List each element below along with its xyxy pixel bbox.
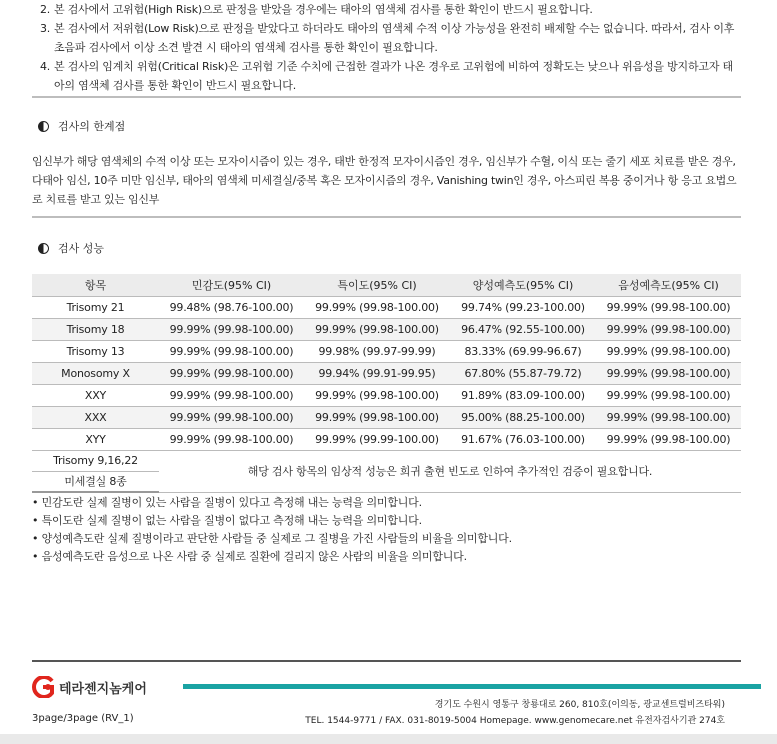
table-cell: Trisomy 13	[32, 340, 159, 362]
table-cell: 95.00% (88.25-100.00)	[450, 406, 596, 428]
note-item	[40, 0, 740, 19]
table-cell: 99.99% (99.98-100.00)	[159, 406, 304, 428]
note-text: 본 검사에서 저위험(Low Risk)으로 판정을 받았다고 하더라도 태아의 염색체 수적 이상 가능성을 완전히 배제할 수는 없습니다. 따라서, 검사 이후 초음파 검사에서 이상 소견 발견 시 태아의 염색체 검사를 통한 확인이 필요합니다.	[54, 22, 735, 54]
definitions-list	[32, 494, 512, 566]
table-cell: 99.99% (99.98-100.00)	[159, 318, 304, 340]
note-number: 2.	[40, 3, 51, 16]
table-cell: 99.99% (99.98-100.00)	[596, 296, 741, 318]
table-cell: Trisomy 9,16,22	[32, 450, 159, 471]
table-cell: 99.99% (99.98-100.00)	[159, 340, 304, 362]
table-cell: 미세결실 8종	[32, 471, 159, 492]
table-cell: 99.98% (99.97-99.99)	[304, 340, 450, 362]
bottom-band	[0, 734, 777, 744]
table-row	[32, 428, 741, 450]
limits-section-title	[38, 118, 125, 134]
table-cell: XYY	[32, 428, 159, 450]
table-cell: 96.47% (92.55-100.00)	[450, 318, 596, 340]
table-cell: 99.48% (98.76-100.00)	[159, 296, 304, 318]
company-logo	[28, 676, 147, 698]
definition-item: • 특이도란 실제 질병이 없는 사람을 질병이 없다고 측정해 내는 능력을 의미합니다.	[32, 514, 422, 527]
table-cell: 99.94% (99.91-99.95)	[304, 362, 450, 384]
table-cell: 99.99% (99.98-100.00)	[304, 406, 450, 428]
table-cell: 99.99% (99.98-100.00)	[596, 318, 741, 340]
table-cell: 91.89% (83.09-100.00)	[450, 384, 596, 406]
table-cell: 91.67% (76.03-100.00)	[450, 428, 596, 450]
table-header-cell: 특이도(95% CI)	[304, 274, 450, 296]
table-cell: 99.99% (99.98-100.00)	[596, 340, 741, 362]
table-cell: 99.99% (99.98-100.00)	[304, 318, 450, 340]
note-text: 본 검사에서 고위험(High Risk)으로 판정을 받았을 경우에는 태아의 염색체 검사를 통한 확인이 반드시 필요합니다.	[54, 3, 593, 16]
half-circle-icon	[38, 243, 49, 254]
table-cell: Trisomy 21	[32, 296, 159, 318]
section-divider	[32, 96, 741, 98]
table-header-row	[32, 274, 741, 296]
company-contact: TEL. 1544-9771 / FAX. 031-8019-5004 Homepage. www.genomecare.net 유전자검사기관 274호	[305, 716, 725, 726]
table-cell: 99.99% (99.99-100.00)	[304, 428, 450, 450]
note-number: 3.	[40, 22, 51, 35]
table-row	[32, 340, 741, 362]
table-cell: 99.99% (99.98-100.00)	[159, 384, 304, 406]
table-row	[32, 362, 741, 384]
footer-divider	[32, 660, 741, 662]
table-cell: 99.99% (99.98-100.00)	[304, 296, 450, 318]
table-cell: 99.99% (99.98-100.00)	[596, 362, 741, 384]
table-cell: 83.33% (69.99-96.67)	[450, 340, 596, 362]
table-header-cell: 민감도(95% CI)	[159, 274, 304, 296]
limits-title-text: 검사의 한계점	[58, 120, 126, 133]
definition-item: • 민감도란 실제 질병이 있는 사람을 질병이 있다고 측정해 내는 능력을 의미합니다.	[32, 496, 422, 509]
rare-note-cell: 해당 검사 항목의 임상적 성능은 희귀 출현 빈도로 인하여 추가적인 검증이 필요합니다.	[159, 450, 741, 492]
table-header-cell: 음성예측도(95% CI)	[596, 274, 741, 296]
table-row	[32, 296, 741, 318]
table-row	[32, 406, 741, 428]
note-text: 본 검사의 임계치 위험(Critical Risk)은 고위험 기준 수치에 근접한 결과가 나온 경우로 고위험에 비하여 정확도는 낮으나 위음성을 방지하고자 태아의 염색체 검사를 통한 확인이 반드시 필요합니다.	[54, 60, 733, 92]
table-cell: XXX	[32, 406, 159, 428]
table-cell: 99.74% (99.23-100.00)	[450, 296, 596, 318]
table-header-cell: 양성예측도(95% CI)	[450, 274, 596, 296]
performance-title-text: 검사 성능	[58, 242, 105, 255]
table-cell: 99.99% (99.98-100.00)	[596, 384, 741, 406]
table-cell: Trisomy 18	[32, 318, 159, 340]
table-row	[32, 384, 741, 406]
page-number: 3page/3page (RV_1)	[32, 713, 134, 724]
notes-list	[40, 0, 740, 95]
table-cell: 67.80% (55.87-79.72)	[450, 362, 596, 384]
note-item	[40, 57, 740, 95]
note-number: 4.	[40, 60, 51, 73]
table-row	[32, 318, 741, 340]
definition-item: • 양성예측도란 실제 질병이라고 판단한 사람들 중 실제로 그 질병을 가진 사람들의 비율을 의미합니다.	[32, 532, 512, 545]
table-row	[32, 450, 741, 471]
table-cell: 99.99% (99.98-100.00)	[304, 384, 450, 406]
section-divider	[32, 216, 741, 218]
limits-text: 임신부가 해당 염색체의 수적 이상 또는 모자이시즘이 있는 경우, 태반 한정적 모자이시즘인 경우, 임신부가 수혈, 이식 또는 줄기 세포 치료를 받은 경우, 다태아 임신, 10주 미만 임신부, 태아의 염색체 미세결실/중복 혹은 모자이시즘의 경우, Vanishing twin인 경우, 아스피린 복용 중이거나 항 응고 요법으로 치료를 받고 있는 임신부	[32, 155, 737, 206]
note-item	[40, 19, 740, 57]
table-cell: 99.99% (99.98-100.00)	[159, 362, 304, 384]
table-cell: XXY	[32, 384, 159, 406]
half-circle-icon	[38, 121, 49, 132]
table-cell: 99.99% (99.98-100.00)	[596, 406, 741, 428]
company-address: 경기도 수원시 영통구 창룡대로 260, 810호(이의동, 광교센트럴비즈타워)	[434, 700, 725, 710]
table-cell: 99.99% (99.98-100.00)	[596, 428, 741, 450]
footer-accent-bar	[183, 684, 761, 689]
table-header-cell: 항목	[32, 274, 159, 296]
performance-table	[32, 274, 741, 493]
table-cell: Monosomy X	[32, 362, 159, 384]
company-name: 테라젠지놈케어	[59, 681, 147, 697]
logo-mark-icon	[28, 676, 56, 698]
definition-item: • 음성예측도란 음성으로 나온 사람 중 실제로 질환에 걸리지 않은 사람의 비율을 의미합니다.	[32, 550, 467, 563]
table-cell: 99.99% (99.98-100.00)	[159, 428, 304, 450]
performance-section-title	[38, 240, 104, 256]
